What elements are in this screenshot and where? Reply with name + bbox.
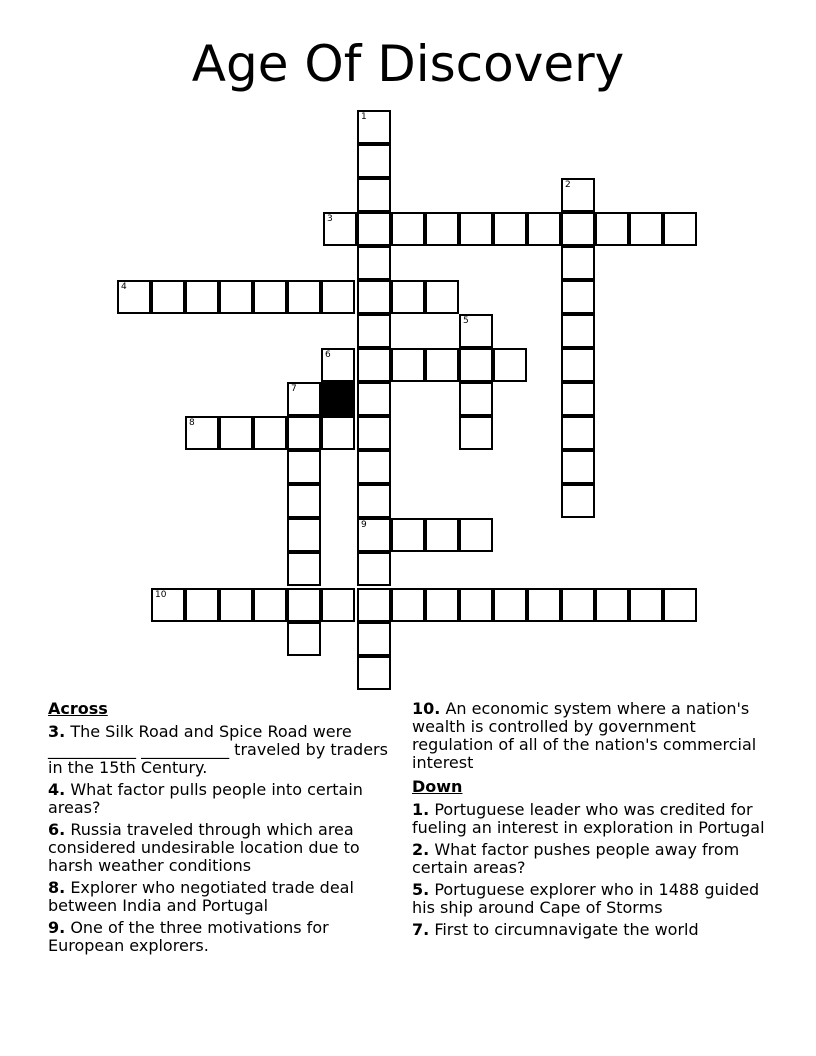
grid-cell[interactable] <box>321 280 355 314</box>
grid-cell[interactable] <box>459 212 493 246</box>
grid-cell[interactable] <box>357 144 391 178</box>
clue-number: 8. <box>48 878 66 897</box>
clue-number: 1 <box>361 112 367 122</box>
grid-cell[interactable] <box>253 416 287 450</box>
grid-cell[interactable] <box>459 588 493 622</box>
grid-cell[interactable] <box>185 416 219 450</box>
grid-cell[interactable] <box>561 212 595 246</box>
clue-text: First to circumnavigate the world <box>434 920 699 939</box>
clue-number: 2 <box>565 180 571 190</box>
grid-cell[interactable] <box>321 348 355 382</box>
clues-column-left <box>48 700 388 959</box>
clues-column-right <box>412 700 777 943</box>
grid-cell[interactable] <box>663 588 697 622</box>
grid-cell[interactable] <box>561 484 595 518</box>
grid-cell[interactable] <box>253 280 287 314</box>
grid-cell[interactable] <box>357 314 391 348</box>
grid-cell[interactable] <box>459 518 493 552</box>
grid-cell[interactable] <box>561 178 595 212</box>
clue-number: 3. <box>48 722 66 741</box>
grid-cell[interactable] <box>357 656 391 690</box>
grid-cell[interactable] <box>357 178 391 212</box>
clue-across-6 <box>48 821 388 875</box>
clue-number: 9. <box>48 918 66 937</box>
grid-cell[interactable] <box>561 246 595 280</box>
grid-cell[interactable] <box>357 552 391 586</box>
clue-text: What factor pulls people into certain areas? <box>48 780 363 817</box>
clue-number: 5 <box>463 316 469 326</box>
grid-cell[interactable] <box>629 588 663 622</box>
clue-number: 6 <box>325 350 331 360</box>
grid-cell[interactable] <box>561 348 595 382</box>
grid-cell[interactable] <box>321 588 355 622</box>
clue-across-4 <box>48 781 388 817</box>
grid-cell[interactable] <box>595 212 629 246</box>
down-heading: Down <box>412 777 463 796</box>
clue-number: 10 <box>155 590 167 600</box>
grid-cell[interactable] <box>561 450 595 484</box>
grid-cell[interactable] <box>357 518 391 552</box>
grid-cell[interactable] <box>663 212 697 246</box>
grid-cell[interactable] <box>595 588 629 622</box>
grid-cell[interactable] <box>117 280 151 314</box>
grid-cell[interactable] <box>219 416 253 450</box>
grid-cell[interactable] <box>425 348 459 382</box>
clue-across-9 <box>48 919 388 955</box>
clue-text: Portuguese leader who was credited for fueling an interest in exploration in Portugal <box>412 800 765 837</box>
clue-across-10 <box>412 700 777 772</box>
grid-cell[interactable] <box>357 348 391 382</box>
grid-cell[interactable] <box>219 280 253 314</box>
grid-cell[interactable] <box>357 212 391 246</box>
clue-number: 4. <box>48 780 66 799</box>
clue-number: 4 <box>121 282 127 292</box>
grid-cell[interactable] <box>357 280 391 314</box>
clue-number: 7 <box>291 384 297 394</box>
grid-cell[interactable] <box>561 416 595 450</box>
clue-across-8 <box>48 879 388 915</box>
grid-cell[interactable] <box>357 382 391 416</box>
grid-cell[interactable] <box>287 382 321 416</box>
grid-cell[interactable] <box>391 280 425 314</box>
clue-text: Explorer who negotiated trade deal between India and Portugal <box>48 878 354 915</box>
grid-cell[interactable] <box>287 450 321 484</box>
grid-cell[interactable] <box>561 382 595 416</box>
clue-text: An economic system where a nation's wealth is controlled by government regulation of all of the nation's commercial interest <box>412 699 757 772</box>
grid-cell[interactable] <box>357 484 391 518</box>
clue-number: 7. <box>412 920 430 939</box>
grid-cell[interactable] <box>561 280 595 314</box>
grid-cell[interactable] <box>459 314 493 348</box>
grid-cell[interactable] <box>561 314 595 348</box>
grid-cell[interactable] <box>561 588 595 622</box>
grid-cell[interactable] <box>391 518 425 552</box>
grid-cell[interactable] <box>287 552 321 586</box>
grid-cell[interactable] <box>459 348 493 382</box>
clue-text: One of the three motivations for European explorers. <box>48 918 329 955</box>
grid-cell[interactable] <box>185 280 219 314</box>
clue-number: 2. <box>412 840 430 859</box>
grid-cell[interactable] <box>425 518 459 552</box>
grid-cell[interactable] <box>357 416 391 450</box>
clue-down-5 <box>412 881 777 917</box>
grid-cell[interactable] <box>151 588 185 622</box>
clue-number: 8 <box>189 418 195 428</box>
grid-cell[interactable] <box>459 416 493 450</box>
grid-cell[interactable] <box>357 246 391 280</box>
grid-cell[interactable] <box>357 110 391 144</box>
clue-number: 3 <box>327 214 333 224</box>
grid-cell[interactable] <box>287 484 321 518</box>
clue-text: Portuguese explorer who in 1488 guided his ship around Cape of Storms <box>412 880 760 917</box>
grid-cell[interactable] <box>357 450 391 484</box>
puzzle-title: Age Of Discovery <box>191 35 625 93</box>
grid-cell[interactable] <box>219 588 253 622</box>
grid-cell[interactable] <box>527 588 561 622</box>
black-square <box>321 382 355 416</box>
grid-cell[interactable] <box>151 280 185 314</box>
grid-cell[interactable] <box>425 280 459 314</box>
grid-cell[interactable] <box>425 588 459 622</box>
grid-cell[interactable] <box>459 382 493 416</box>
grid-cell[interactable] <box>493 212 527 246</box>
grid-cell[interactable] <box>287 588 321 622</box>
grid-cell[interactable] <box>493 588 527 622</box>
clue-across-3 <box>48 723 388 777</box>
clue-number: 10. <box>412 699 441 718</box>
across-heading: Across <box>48 699 108 718</box>
clue-number: 6. <box>48 820 66 839</box>
clue-number: 1. <box>412 800 430 819</box>
grid-cell[interactable] <box>287 518 321 552</box>
grid-cell[interactable] <box>391 212 425 246</box>
grid-cell[interactable] <box>493 348 527 382</box>
clue-text: What factor pushes people away from certain areas? <box>412 840 740 877</box>
grid-cell[interactable] <box>527 212 561 246</box>
clue-text: Russia traveled through which area considered undesirable location due to harsh weather conditions <box>48 820 360 875</box>
clue-number: 9 <box>361 520 367 530</box>
grid-cell[interactable] <box>391 588 425 622</box>
grid-cell[interactable] <box>629 212 663 246</box>
grid-cell[interactable] <box>425 212 459 246</box>
grid-cell[interactable] <box>287 416 321 450</box>
clue-down-7 <box>412 921 777 939</box>
grid-cell[interactable] <box>287 622 321 656</box>
clue-down-2 <box>412 841 777 877</box>
clue-down-1 <box>412 801 777 837</box>
grid-cell[interactable] <box>391 348 425 382</box>
clue-number: 5. <box>412 880 430 899</box>
grid-cell[interactable] <box>185 588 219 622</box>
grid-cell[interactable] <box>357 588 391 622</box>
grid-cell[interactable] <box>357 622 391 656</box>
grid-cell[interactable] <box>321 416 355 450</box>
clue-text: The Silk Road and Spice Road were ___________ ___________ traveled by traders in the 15th Century. <box>48 722 388 777</box>
grid-cell[interactable] <box>323 212 357 246</box>
grid-cell[interactable] <box>287 280 321 314</box>
grid-cell[interactable] <box>253 588 287 622</box>
